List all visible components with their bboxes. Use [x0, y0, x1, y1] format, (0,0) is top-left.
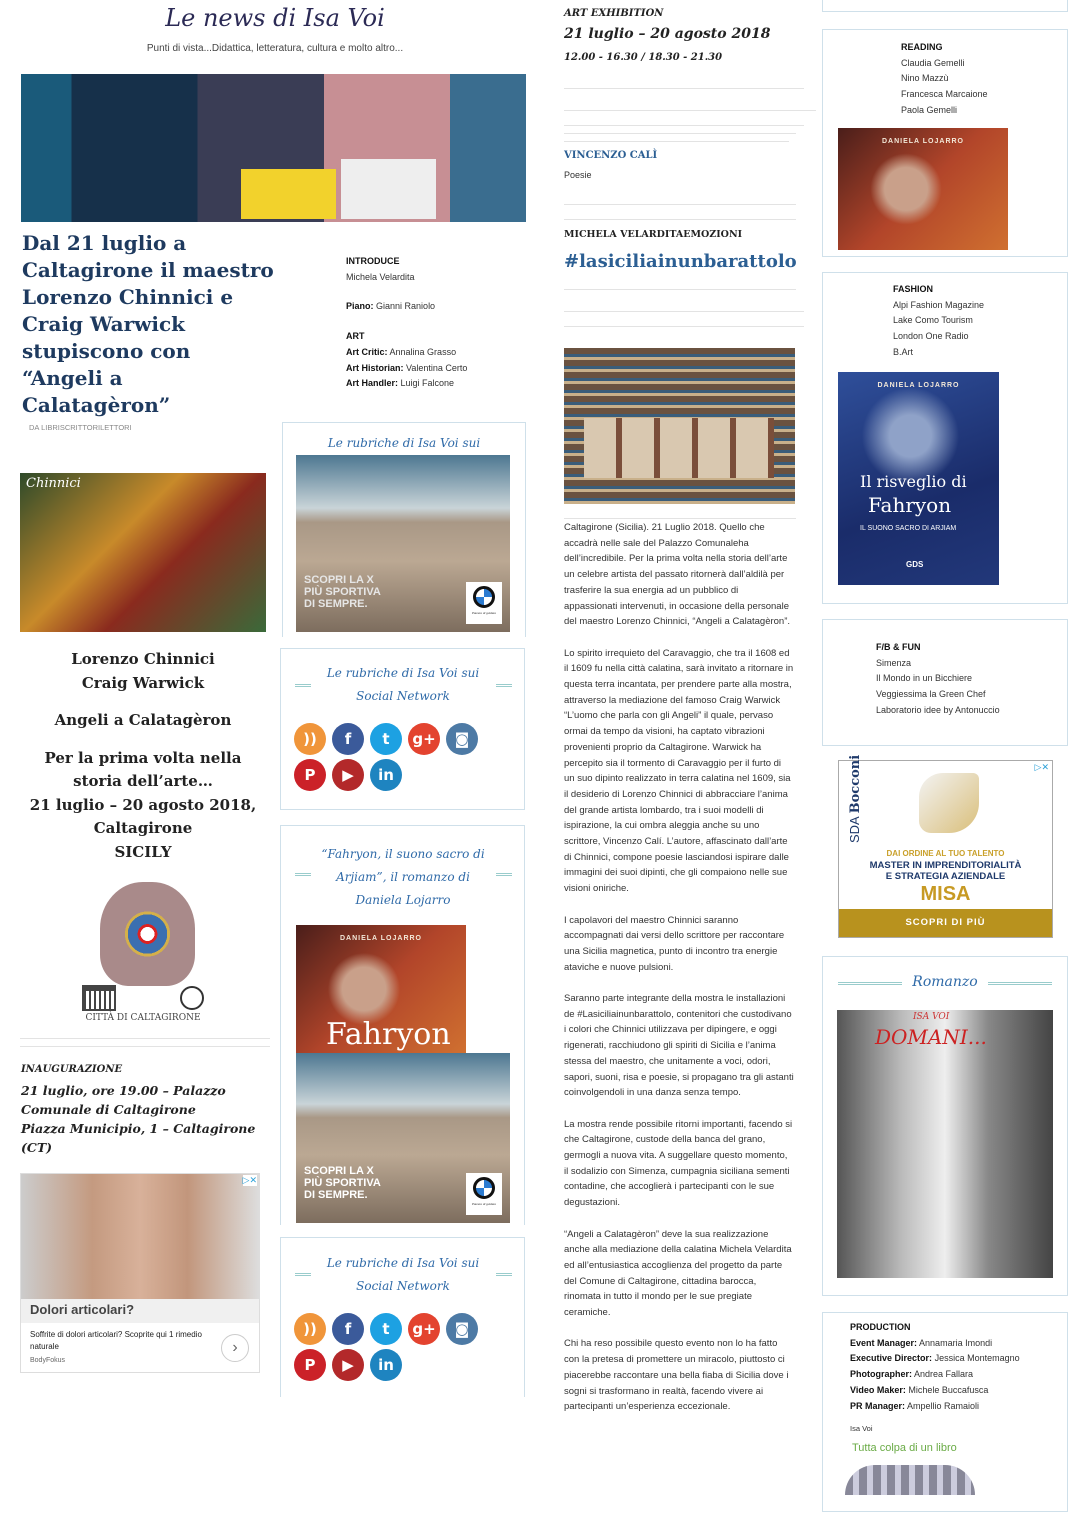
credits-name: Laboratorio idee by Antonuccio [876, 704, 1000, 715]
book-author: DANIELA LOJARRO [339, 935, 423, 942]
facebook-icon[interactable]: f [332, 1313, 364, 1345]
instagram-icon[interactable]: ◙ [446, 1313, 478, 1345]
sda-brand: SDA Bocconi [847, 754, 863, 843]
pinterest-icon[interactable]: P [294, 759, 326, 791]
credits-name: Paola Gemelli [901, 104, 958, 115]
article-header [22, 230, 274, 432]
site-tagline: Punti di vista...Didattica, letteratura, cultura e molto altro... [146, 43, 404, 54]
exhibition-dates: 21 luglio – 20 agosto 2018 [564, 26, 771, 42]
book-cover-risveglio[interactable] [838, 372, 999, 585]
poster-dates: 21 luglio – 20 agosto 2018, [29, 795, 257, 814]
poster-artist-2: Craig Warwick [81, 673, 205, 692]
credits-heading: PRODUCTION [850, 1322, 911, 1332]
cover-title: DOMANI... [875, 1025, 987, 1049]
pinterest-icon[interactable]: P [294, 1349, 326, 1381]
linkedin-icon[interactable]: in [370, 1349, 402, 1381]
credit-name: Valentina Certo [406, 362, 468, 373]
chinnici-painting [20, 473, 266, 632]
article-paragraph: “Angeli a Calatagèron” deve la sua realizzazione anche alla mediazione della calatina Michela Velardita ed all’entusiastica accoglienza del progetto da parte del Comune di Caltagirone, cittadina barocca, rinomata in tutto il mondo per le sue pregiate ceramiche. [564, 1228, 792, 1319]
book-author: DANIELA LOJARRO [877, 382, 960, 389]
rss-icon[interactable]: )) [294, 723, 326, 755]
credit-label: INTRODUCE [346, 256, 400, 266]
jars-on-stairs-image [564, 348, 795, 504]
google-plus-icon[interactable]: g+ [408, 1313, 440, 1345]
credit-label: Art Critic: [346, 346, 388, 357]
poster-line: storia dell’arte… [73, 772, 213, 790]
book-title: Il risveglio di [860, 472, 967, 491]
poster-region: SICILY [114, 842, 172, 861]
credits-reading [901, 40, 988, 119]
cover-author: ISA VOI [913, 1012, 950, 1022]
credits-name: Lake Como Tourism [893, 315, 973, 326]
ad-text: DI SEMPRE. [304, 598, 368, 610]
book-title: Fahryon [326, 1017, 451, 1052]
article-paragraph: Chi ha reso possibile questo evento non lo ha fatto con la pretesa di promettere un miracolo, piuttosto ci piacerebbe raccontare una bella fiaba di Sicilia dove i sogni si trasformano in realtà, facendo vivere ai partecipanti un’esperienza eccezionale. [564, 1338, 789, 1413]
credits-role [850, 1399, 1020, 1415]
widget-title: “Fahryon, il suono sacro di Arjiam”, il romanzo di Daniela Lojarro [321, 847, 485, 907]
project-hashtag[interactable]: #lasiciliainunbarattolo [564, 251, 797, 272]
credit-name: Michela Velardita [346, 271, 415, 282]
role-label: Event Manager: [850, 1337, 918, 1348]
ad-text: DI SEMPRE. [304, 1189, 368, 1201]
book-subtitle: IL SUONO SACRO DI ARJIAM [860, 525, 957, 532]
inauguration-line: Piazza Municipio, 1 – Caltagirone [21, 1121, 256, 1136]
credit-label: ART [346, 331, 365, 342]
role-name: Jessica Montemagno [934, 1353, 1020, 1364]
exhibition-label: ART EXHIBITION [564, 8, 664, 19]
credits-name: Claudia Gemelli [901, 57, 965, 68]
ad-text: SCOPRI LA X [304, 1165, 374, 1177]
credits-name: London One Radio [893, 331, 969, 342]
role-label: Photographer: [850, 1369, 912, 1380]
ad-text: PIÙ SPORTIVA [304, 1177, 381, 1189]
ad-image-knees [21, 1174, 259, 1299]
credits-heading: F/B & FUN [876, 642, 921, 652]
bmw-ad[interactable] [296, 1053, 510, 1223]
widget-title: Le rubriche di Isa Voi sui Social Network [326, 666, 480, 703]
ad-body: Soffrite di dolori articolari? Scoprite qui 1 rimedio naturale [30, 1330, 202, 1351]
youtube-icon[interactable]: ▶ [332, 759, 364, 791]
poster-line: Per la prima volta nella [44, 748, 242, 767]
article-paragraph: Caltagirone (Sicilia). 21 Luglio 2018. Quello che accadrà nelle sale del Palazzo Comunaleha dell’incredibile. Per la prima volta nella storia dell’arte un celebre artista del passato ritornerà dall’aldilà per trasferire la sua energia ad un pubblico di appassionati intervenuti, in occasione della personale del maestro Lorenzo Chinnici, “Angeli a Calatagèron”. [564, 522, 791, 628]
credits-intro [346, 254, 467, 392]
chevron-right-icon[interactable]: › [221, 1334, 249, 1362]
poet-role: Poesie [564, 170, 592, 180]
exhibition-hours: 12.00 - 16.30 / 18.30 - 21.30 [564, 52, 723, 63]
credit-label: Piano: [346, 301, 374, 312]
horse-logo-icon [919, 773, 979, 833]
google-plus-icon[interactable]: g+ [408, 723, 440, 755]
book-cover-fahryon[interactable] [296, 925, 466, 1053]
role-label: Executive Director: [850, 1353, 933, 1364]
credits-name: Nino Mazzù [901, 73, 949, 84]
widget-title: Le rubriche di Isa Voi sui Social Network [326, 1256, 480, 1293]
book-title: Fahryon [868, 493, 952, 517]
credits-fb [876, 640, 1000, 719]
ad-text: PIÙ SPORTIVA [304, 586, 381, 598]
ad-cta-button[interactable]: SCOPRI DI PIÙ [839, 909, 1052, 937]
inauguration-line: 21 luglio, ore 19.00 – Palazzo [21, 1083, 226, 1098]
credits-fashion [893, 282, 984, 361]
article-source[interactable]: DA LIBRISCRITTORILETTORI [29, 423, 132, 432]
article-title: Dal 21 luglio a Caltagirone il maestro Lorenzo Chinnici e Craig Warwick stupiscono con “Angeli a Calatagèron” [22, 231, 274, 417]
credit-name: Gianni Raniolo [376, 301, 436, 312]
book-publisher: GDS [906, 560, 924, 569]
bmw-logo-icon [466, 1173, 502, 1215]
inauguration-line: (CT) [21, 1140, 53, 1155]
role-name: Michele Buccafusca [908, 1384, 989, 1395]
credits-production [850, 1320, 1020, 1414]
ad-logo-caption: Piacere di guidare [471, 1202, 497, 1206]
ad-sponsor: BodyFokus [30, 1357, 66, 1364]
credits-name: B.Art [893, 346, 914, 357]
twitter-icon[interactable]: t [370, 723, 402, 755]
credit-name: Annalina Grasso [389, 346, 457, 357]
credits-name: Francesca Marcaione [901, 89, 988, 100]
linkedin-icon[interactable]: in [370, 759, 402, 791]
poster-show-title: Angeli a Calatagèron [54, 711, 232, 729]
credits-role [850, 1351, 1020, 1367]
role-label: PR Manager: [850, 1400, 906, 1411]
book-author: DANIELA LOJARRO [881, 138, 965, 145]
role-label: Video Maker: [850, 1384, 906, 1395]
crest-caption: CITTÀ DI CALTAGIRONE [85, 1013, 201, 1023]
credits-name: Alpi Fashion Magazine [893, 299, 985, 310]
ad-logo-caption: Piacere di guidare [471, 611, 497, 615]
credits-name: Veggiessima la Green Chef [876, 689, 986, 700]
bmw-logo-icon [466, 582, 502, 624]
ad-tagline: DAI ORDINE AL TUO TALENTO [886, 849, 1005, 858]
project-name: MICHELA VELARDITAEMOZIONI [564, 229, 743, 240]
ad-joint-pain[interactable] [20, 1173, 260, 1373]
article-paragraph: I capolavori del maestro Chinnici saranno accompagnati dai versi dello scrittore per raccontare una Sicilia magnetica, punto di incontro tra energie ataviche e nuove pulsioni. [564, 914, 785, 973]
book-link[interactable]: Tutta colpa di un libro [852, 1442, 957, 1454]
credits-heading: READING [901, 42, 943, 52]
inauguration-details [21, 1081, 255, 1157]
youtube-icon[interactable]: ▶ [332, 1349, 364, 1381]
ad-headline: MASTER IN IMPRENDITORIALITÀ E STRATEGIA AZIENDALE [869, 860, 1022, 882]
hero-image-children-reading [21, 74, 526, 222]
ad-sda-bocconi[interactable] [838, 754, 1053, 938]
inauguration-label: INAUGURAZIONE [21, 1064, 123, 1075]
site-title[interactable]: Le news di Isa Voi [165, 4, 385, 32]
article-paragraph: Lo spirito irrequieto del Caravaggio, che tra il 1608 ed il 1609 fu nella città calatina, sarà invitato a ritornare in questa terra incantata, per prendere parte alla mostra, attraverso la mediazione del famoso Craig Warwick “L’uomo che parla con gli Angeli” il quale, pervaso ormai da tempo da visioni, ha captato vibrazioni provenienti proprio da Caltagirone. Warwick ha percepito sia il tormento di Caravaggio per il furto di un suo dipinto realizzato in terra calatina nel 1609, sia il desiderio di Lorenzo Chinnici di abbracciare l’anima del grande artista lombardo, tra i suoi modelli di ispirazione, la cui ombra aleggia anche su uno scrittore, Vincenzo Calí. L’autore, affascinato dall’arte di Chinnici, compone poesie lasciandosi ispirare dalle immagini dei suoi dipinti, che gli compaiono nelle sue visioni oniriche. [564, 647, 794, 895]
world-heritage-icon [180, 986, 204, 1010]
event-poster-text [0, 648, 286, 864]
facebook-icon[interactable]: f [332, 723, 364, 755]
adchoices-icon[interactable]: ▷✕ [1034, 762, 1049, 772]
adchoices-icon[interactable]: ▷✕ [242, 1175, 257, 1185]
role-name: Annamaria Imondi [919, 1337, 993, 1348]
credit-name: Luigi Falcone [400, 378, 455, 389]
role-name: Andrea Fallara [914, 1369, 974, 1380]
ad-text: SCOPRI LA X [304, 574, 374, 586]
credit-label: Art Handler: [346, 378, 399, 389]
romanzo-cover-domani[interactable] [837, 1010, 1053, 1278]
credits-heading: FASHION [893, 284, 934, 294]
role-name: Ampellio Ramaioli [907, 1400, 980, 1411]
poet-name[interactable]: VINCENZO CALÌ [564, 150, 658, 161]
ad-acronym: MISA [920, 883, 971, 905]
instagram-icon[interactable]: ◙ [446, 723, 478, 755]
book-cover-fahryon[interactable] [838, 128, 1008, 250]
article-paragraph: Saranno parte integrante della mostra le installazioni de #Lasiciliainunbarattolo, contenitori che custodivano i colori che Chinnici utilizzava per dipingere, e oggi rigenerati, racchiudono gli spiriti di Sicilia e l’anima stessa del maestro, che unitamente a voci, odori, sapori, suoni, risa e poesie, si propagano tra gli astanti coinvolgendoli in una danza senza tempo. [564, 993, 794, 1099]
twitter-icon[interactable]: t [370, 1313, 402, 1345]
article-body [564, 520, 794, 1431]
unesco-icon [82, 985, 116, 1011]
credits-role [850, 1383, 1020, 1399]
widget-title: Le rubriche di Isa Voi sui [327, 436, 481, 450]
poster-artist-1: Lorenzo Chinnici [71, 650, 215, 668]
credits-role [850, 1336, 1020, 1352]
credits-role [850, 1367, 1020, 1383]
bmw-ad[interactable] [296, 455, 510, 632]
painting-signature: Chinnici [26, 476, 81, 491]
credit-label: Art Historian: [346, 362, 404, 373]
author-label: Isa Voi [850, 1424, 873, 1433]
ad-title[interactable]: Dolori articolari? [21, 1299, 259, 1323]
article-paragraph: La mostra rende possibile ritorni importanti, facendo si che Caltagirone, custode della banca del grano, germogli a nuova vita. A suggellare questo momento, il sodalizio con Simenza, cumpagnia siciliana sementi contadine, che accoglierà i partecipanti con le sue degustazioni. [564, 1118, 793, 1209]
inauguration-line: Comunale di Caltagirone [21, 1102, 196, 1117]
rss-icon[interactable]: )) [294, 1313, 326, 1345]
credits-name: Simenza [876, 657, 912, 668]
caltagirone-crest-icon [100, 882, 195, 986]
poster-city: Caltagirone [93, 819, 193, 837]
credits-name: Il Mondo in un Bicchiere [876, 673, 973, 684]
widget-title: Romanzo [912, 974, 978, 990]
book-image [845, 1465, 975, 1495]
